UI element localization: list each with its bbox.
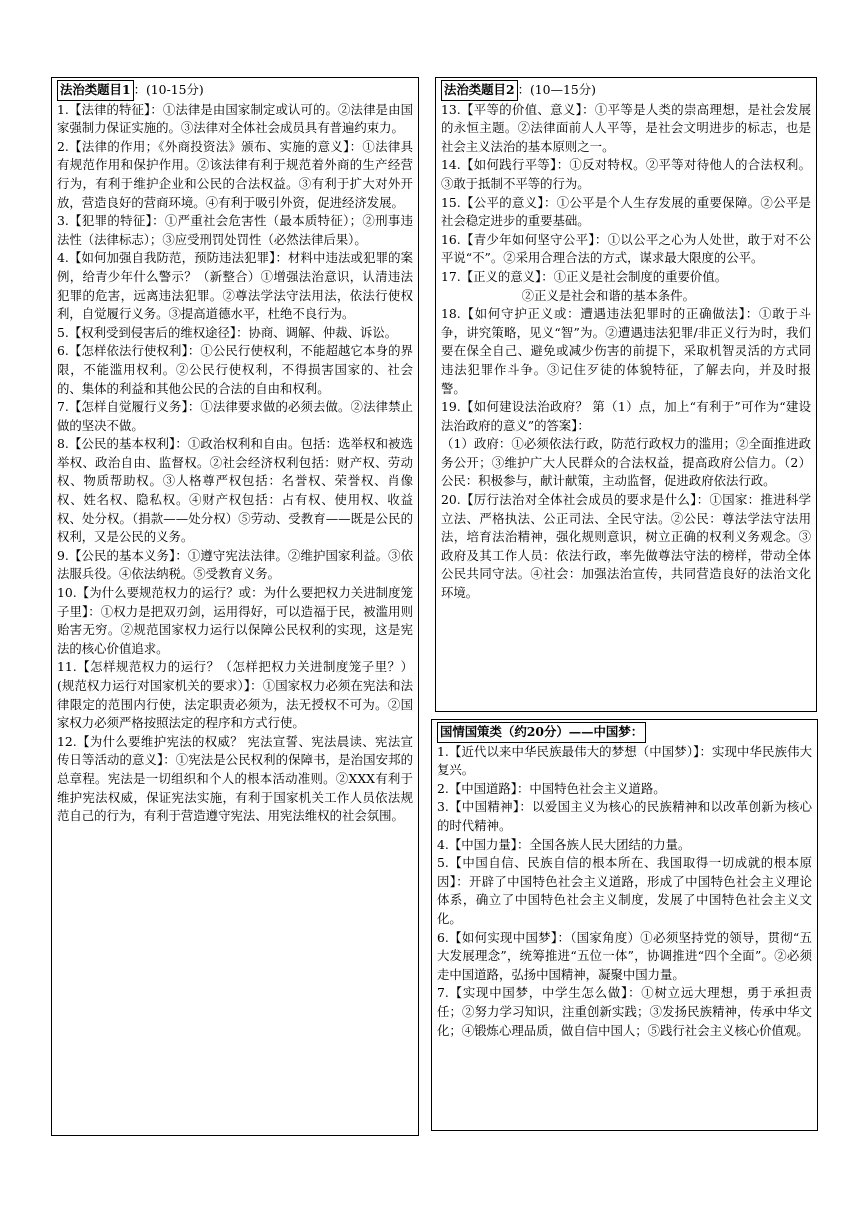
right-top-panel — [435, 77, 817, 712]
item-5: 5.【权利受到侵害后的维权途径】：协商、调解、仲裁、诉讼。 — [57, 324, 398, 340]
item-8: 8.【公民的基本权利】：①政治权利和自由。包括：选举权和被选举权、政治自由、监督权。②社会经济权利包括：财产权、劳动权、物质帮助权。③人格尊严权包括：名誉权、荣誉权、肖像权、姓名权、隐私权。④财产权包括：占有权、使用权、收益权、处分权。（捐款——处分权）⑤劳动、受教育——既是公民的权利，又是公民的义务。 — [57, 436, 413, 545]
item-12: 12.【为什么要维护宪法的权威？ 宪法宣誓、宪法晨读、宪法宣传日等活动的意义】：①宪法是公民权利的保障书，是治国安邦的总章程。宪法是一切组织和个人的根本活动准则。②XXX有利于维护宪法权威，保证宪法实施，有利于国家机关工作人员依法规范自己的行为，有利于营造遵守宪法、用宪法维权的社会氛围。 — [57, 733, 413, 824]
left-panel — [51, 77, 419, 1136]
item-20: 20.【厉行法治对全体社会成员的要求是什么】：①国家：推进科学立法、严格执法、公正司法、全民守法。②公民：尊法学法守法用法，培育法治精神，强化规则意识，树立正确的权利义务观念。③政府及其工作人员：依法行政，率先做尊法守法的榜样，带动全体公民共同守法。④社会：加强法治宣传，共同营造良好的法治文化环境。 — [441, 492, 811, 601]
item-4: 4.【如何加强自我防范，预防违法犯罪】：材料中违法或犯罪的案例，给青少年什么警示？（新整合）①增强法治意识，认清违法犯罪的危害，远离违法犯罪。②尊法学法守法用法，依法行使权利，自觉履行义务。③提高道德水平，杜绝不良行为。 — [57, 250, 413, 322]
dream-item-2: 2.【中国道路】：中国特色社会主义道路。 — [437, 780, 666, 796]
item-2: 2.【法律的作用；《外商投资法》颁布、实施的意义】：①法律具有规范作用和保护作用。②该法律有利于规范着外商的生产经营行为，有利于维护企业和公民的合法权益。③有利于扩大对外开放，营造良好的营商环境。④有利于吸引外资，促进经济发展。 — [57, 138, 413, 210]
item-17: 17.【正义的意义】：①正义是社会制度的重要价值。 — [441, 268, 728, 284]
item-1: 1.【法律的特征】：①法律是由国家制定或认可的。②法律是由国家强制力保证实施的。③法律对全体社会成员具有普遍约束力。 — [57, 101, 413, 136]
item-10: 10.【为什么要规范权力的运行？或：为什么要把权力关进制度笼子里】：①权力是把双刃剑，运用得好，可以造福于民，被滥用则贻害无穷。②规范国家权力运行以保障公民权利的实现，这是宪法的核心价值追求。 — [57, 585, 413, 656]
item-18: 18.【如何守护正义或：遭遇违法犯罪时的正确做法】：①敢于斗争，讲究策略，见义“智”为。②遭遇违法犯罪/非正义行为时，我们要在保全自己、避免或减少伤害的前提下，采取机智灵活的方式同违法犯罪作斗争。③记住歹徒的体貌特征，了解去向，并及时报警。 — [441, 306, 811, 396]
left-title: 法治类题目1 — [57, 80, 134, 101]
right2-title: 国情国策类（约20分）——中国梦： — [437, 722, 646, 743]
item-11: 11.【怎样规范权力的运行？（怎样把权力关进制度笼子里？）(规范权力运行对国家机关的要求）】：①国家权力必须在宪法和法律限定的范围内行使，法定职责必须为，法无授权不可为。②国家权力必须严格按照法定的程序和方式行使。 — [57, 659, 413, 731]
item-7: 7.【怎样自觉履行义务】：①法律要求做的必须去做。②法律禁止做的坚决不做。 — [57, 399, 413, 433]
item-15: 15.【公平的意义】：①公平是个人生存发展的重要保障。②公平是社会稳定进步的重要基础。 — [441, 194, 811, 229]
item-13: 13.【平等的价值、意义】：①平等是人类的崇高理想，是社会发展的永恒主题。②法律面前人人平等，是社会文明进步的标志，也是社会主义法治的基本原则之一。 — [441, 101, 811, 154]
dream-item-7: 7.【实现中国梦，中学生怎么做】：①树立远大理想，勇于承担责任；②努力学习知识，注重创新实践；③发扬民族精神，传承中华文化；④锻炼心理品质，做自信中国人；⑤践行社会主义核心价值观。 — [437, 985, 812, 1038]
dream-item-4: 4.【中国力量】：全国各族人民大团结的力量。 — [437, 836, 691, 852]
item-16: 16.【青少年如何坚守公平】：①以公平之心为人处世，敢于对不公平说“不”。②采用合理合法的方式，谋求最大限度的公平。 — [441, 231, 811, 266]
dream-item-5: 5.【中国自信、民族自信的根本所在、我国取得一切成就的根本原因】：开辟了中国特色社会主义道路，形成了中国特色社会主义理论体系，确立了中国特色社会主义制度，发展了中国特色社会主义文化。 — [437, 855, 812, 926]
item-14: 14.【如何践行平等】：①反对特权。②平等对待他人的合法权利。 ③敢于抵制不平等的行为。 — [441, 157, 811, 191]
dream-item-3: 3.【中国精神】：以爱国主义为核心的民族精神和以改革创新为核心的时代精神。 — [437, 799, 812, 833]
item-19-body: （1）政府：①必须依法行政，防范行政权力的滥用；②全面推进政务公开；③维护广大人民群众的合法权益，提高政府公信力。（2）公民：积极参与，献计献策，主动监督，促进政府依法行政。 — [441, 436, 811, 489]
left-title-line — [57, 80, 413, 101]
item-17-continued: ②正义是社会和谐的基本条件。 — [521, 287, 696, 303]
right1-title-line — [441, 80, 811, 101]
right-bottom-panel — [431, 719, 818, 1131]
right1-title: 法治类题目2 — [441, 80, 518, 101]
right2-title-line — [437, 722, 812, 743]
right1-title-score: ：(10—15分) — [517, 82, 596, 97]
dream-item-1: 1.【近代以来中华民族最伟大的梦想（中国梦）】：实现中华民族伟大复兴。 — [437, 743, 812, 778]
item-19: 19.【如何建设法治政府？ 第（1）点，加上“有利于”可作为“建设法治政府的意义”的答案】： — [441, 399, 811, 433]
item-3: 3.【犯罪的特征】：①严重社会危害性（最本质特征）；②刑事违法性（法律标志）；③应受刑罚处罚性（必然法律后果）。 — [57, 213, 413, 247]
item-6: 6.【怎样依法行使权利】：①公民行使权利，不能超越它本身的界限，不能滥用权利。②公民行使权利，不得损害国家的、社会的、集体的利益和其他公民的合法的自由和权利。 — [57, 343, 413, 396]
left-title-score: ：(10-15分) — [133, 82, 204, 97]
item-9: 9.【公民的基本义务】：①遵守宪法法律。②维护国家利益。③依法服兵役。④依法纳税。⑤受教育义务。 — [57, 547, 413, 582]
dream-item-6: 6.【如何实现中国梦】：（国家角度）①必须坚持党的领导，贯彻“五大发展理念”，统筹推进“五位一体”，协调推进“四个全面”。②必须走中国道路，弘扬中国精神，凝聚中国力量。 — [437, 929, 812, 982]
